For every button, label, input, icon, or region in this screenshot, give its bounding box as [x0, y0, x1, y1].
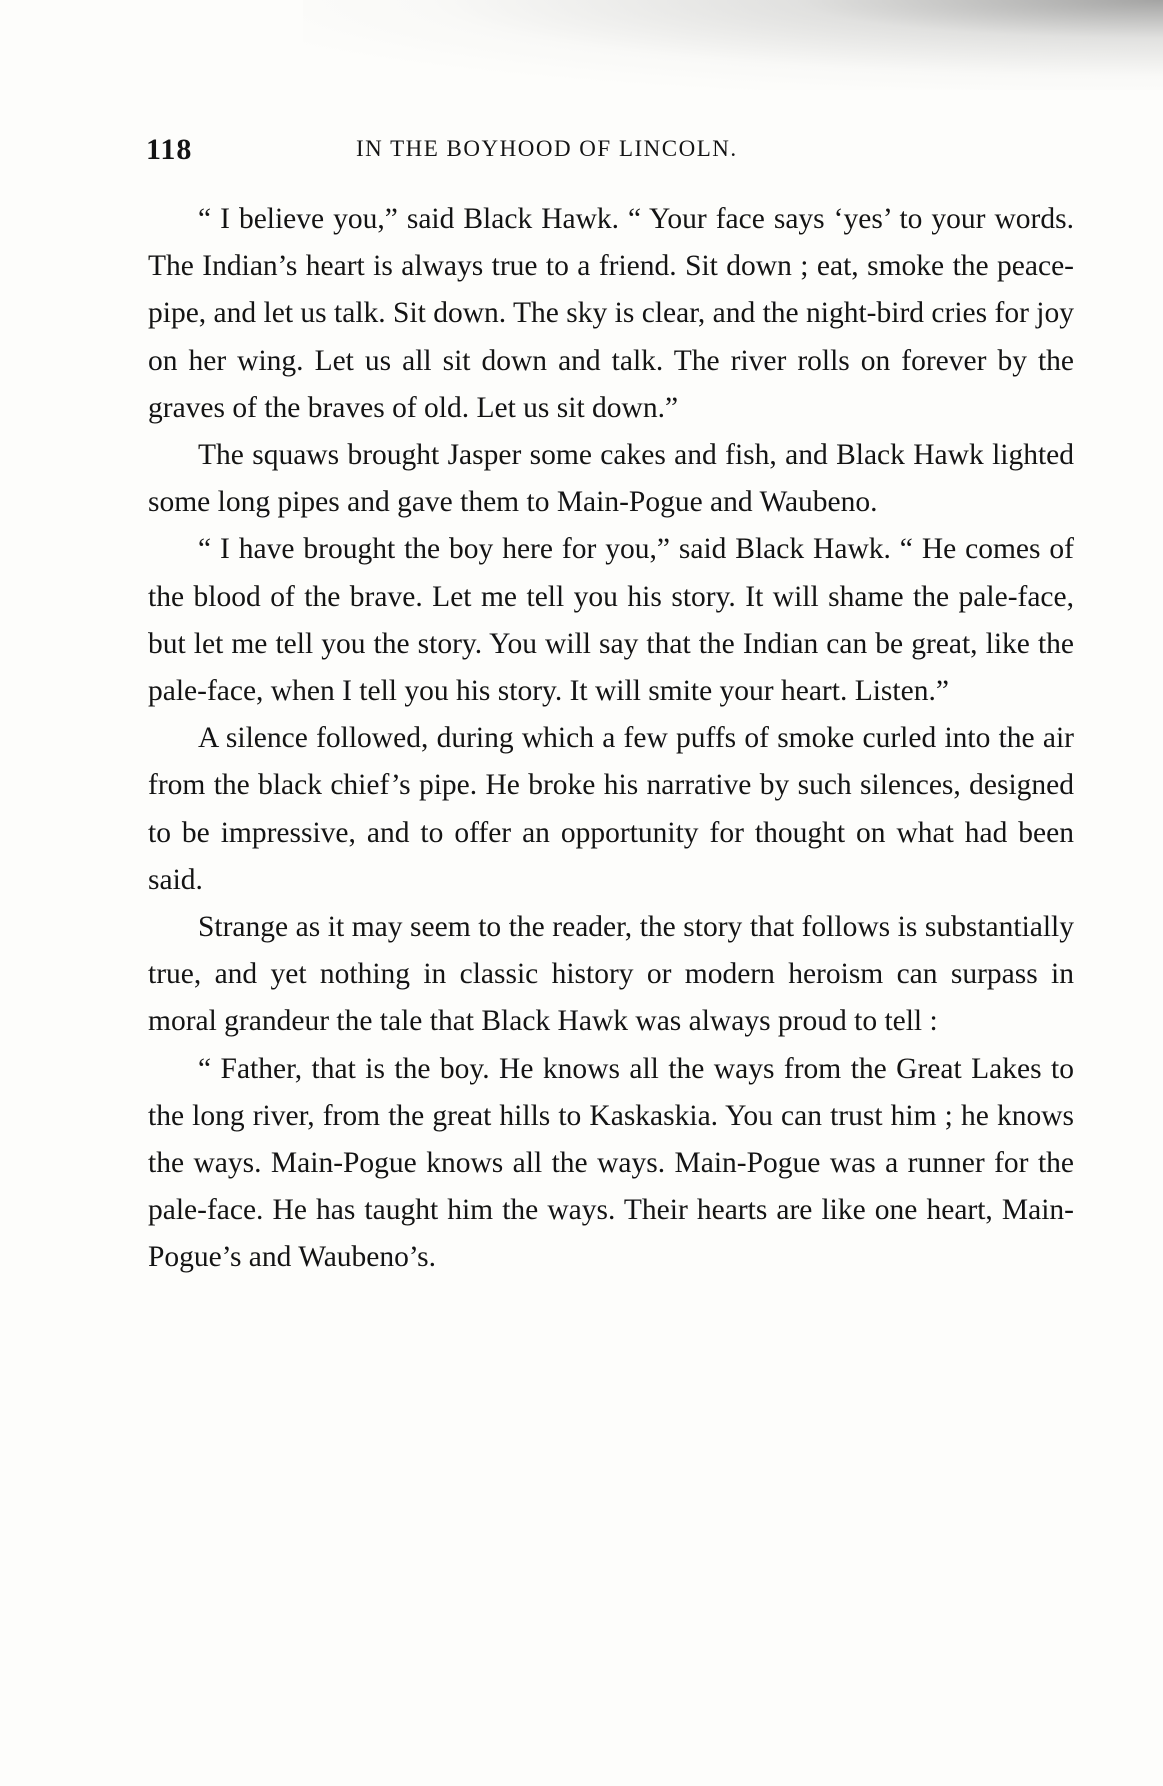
page-number: 118: [146, 133, 193, 166]
paragraph: Strange as it may seem to the reader, the story that follows is substantially true, and yet nothing in classic history or modern heroism can surpass in moral grandeur the tale that Black Hawk was always proud to tell :: [148, 911, 1074, 1038]
book-title: IN THE BOYHOOD OF LINCOLN.: [356, 136, 738, 161]
paragraph: “ I believe you,” said Black Hawk. “ Your face says ‘yes’ to your words. The Indian’s heart is always true to a friend. Sit down ; eat, smoke the peace-pipe, and let us talk. Sit down. The sky is clear, and the night-bird cries for joy on her wing. Let us all sit down and talk. The river rolls on forever by the graves of the braves of old. Let us sit down.”: [148, 203, 1074, 424]
running-head: [146, 133, 1076, 173]
print-smudge: [303, 0, 1163, 90]
paragraph: “ Father, that is the boy. He knows all the ways from the Great Lakes to the long river, from the great hills to Kaskaskia. You can trust him ; he knows the ways. Main-Pogue knows all the ways. Main-Pogue was a runner for the pale-face. He has taught him the ways. Their hearts are like one heart, Main-Pogue’s and Waubeno’s.: [148, 1052, 1074, 1274]
paragraph: A silence followed, during which a few puffs of smoke curled into the air from the black chief’s pipe. He broke his narrative by such silences, designed to be impressive, and to offer an opportunity for thought on what had been said.: [148, 722, 1074, 896]
paragraph: “ I have brought the boy here for you,” said Black Hawk. “ He comes of the blood of the brave. Let me tell you his story. It will shame the pale-face, but let me tell you the story. You will say that the Indian can be great, like the pale-face, when I tell you his story. It will smite your heart. Listen.”: [148, 533, 1074, 708]
paragraph: The squaws brought Jasper some cakes and fish, and Black Hawk lighted some long pipes and gave them to Main-Pogue and Waubeno.: [148, 439, 1074, 519]
body-text: [148, 196, 1074, 1282]
